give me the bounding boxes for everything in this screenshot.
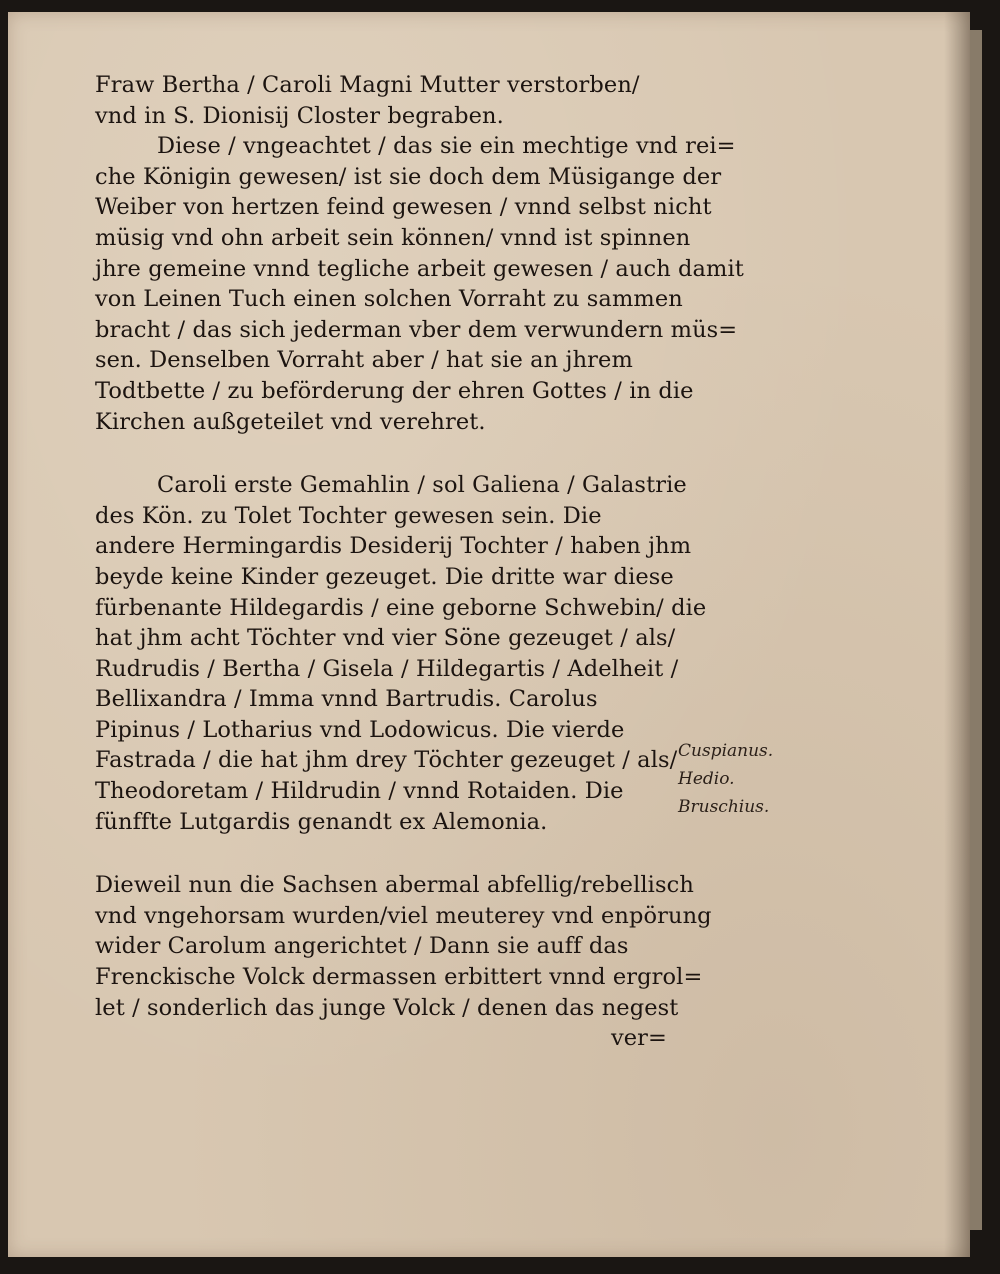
paragraph-2 bbox=[95, 131, 744, 437]
text-line: wider Carolum angerichtet / Dann sie auff das bbox=[95, 933, 629, 960]
text-line: Weiber von hertzen feind gewesen / vnnd selbst nicht bbox=[95, 194, 712, 221]
text-line: beyde keine Kinder gezeuget. Die dritte war diese bbox=[95, 563, 674, 590]
text-line: Fraw Bertha / Caroli Magni Mutter verstorben/ bbox=[95, 72, 640, 98]
page-edge bbox=[970, 30, 982, 1230]
text-line: von Leinen Tuch einen solchen Vorraht zu sammen bbox=[95, 286, 683, 313]
text-line: hat jhm acht Töchter vnd vier Söne gezeuget / als/ bbox=[95, 625, 676, 652]
text-line: Caroli erste Gemahlin / sol Galiena / Galastrie bbox=[157, 472, 687, 499]
text-line: Bellixandra / Imma vnnd Bartrudis. Carolus bbox=[95, 686, 598, 713]
text-line: jhre gemeine vnnd tegliche arbeit gewesen / auch damit bbox=[95, 255, 744, 282]
paragraph-1 bbox=[95, 70, 675, 131]
text-line: Frenckische Volck dermassen erbittert vnnd ergrol= bbox=[95, 964, 703, 991]
margin-note: Bruschius. bbox=[678, 797, 770, 817]
text-line: let / sonderlich das junge Volck / denen das negest bbox=[95, 994, 679, 1021]
text-line: Diese / vngeachtet / das sie ein mechtige vnd rei= bbox=[157, 133, 736, 160]
text-line: vnd in S. Dionisij Closter begraben. bbox=[95, 102, 504, 129]
text-line: müsig vnd ohn arbeit sein können/ vnnd ist spinnen bbox=[95, 224, 691, 251]
text-line: andere Hermingardis Desiderij Tochter / haben jhm bbox=[95, 533, 692, 560]
text-line: che Königin gewesen/ ist sie doch dem Müsigange der bbox=[95, 163, 722, 190]
text-line: Theodoretam / Hildrudin / vnnd Rotaiden. Die bbox=[95, 778, 624, 805]
text-line: fürbenante Hildegardis / eine geborne Schwebin/ die bbox=[95, 594, 707, 621]
paragraph-gap bbox=[95, 437, 675, 470]
paragraph-gap bbox=[95, 837, 675, 870]
text-line: des Kön. zu Tolet Tochter gewesen sein. Die bbox=[95, 502, 602, 529]
text-line: vnd vngehorsam wurden/viel meuterey vnd enpörung bbox=[95, 902, 712, 929]
margin-notes bbox=[678, 737, 773, 821]
catchword: ver= bbox=[610, 1025, 667, 1052]
text-line: Fastrada / die hat jhm drey Töchter gezeuget / als/ bbox=[95, 747, 678, 774]
text-line: fünffte Lutgardis genandt ex Alemonia. bbox=[95, 808, 548, 835]
text-line: Kirchen außgeteilet vnd verehret. bbox=[95, 408, 486, 435]
text-line: Rudrudis / Bertha / Gisela / Hildegartis / Adelheit / bbox=[95, 655, 679, 682]
text-line: sen. Denselben Vorraht aber / hat sie an jhrem bbox=[95, 347, 633, 374]
text-line: Pipinus / Lotharius vnd Lodowicus. Die vierde bbox=[95, 716, 625, 743]
margin-note: Cuspianus. bbox=[678, 741, 774, 761]
text-line: Todtbette / zu beförderung der ehren Gottes / in die bbox=[95, 377, 694, 404]
paragraph-4 bbox=[95, 870, 712, 1023]
margin-note: Hedio. bbox=[678, 769, 735, 789]
spine-shadow bbox=[944, 12, 970, 1257]
text-line: bracht / das sich jederman vber dem verwundern müs= bbox=[95, 316, 738, 343]
text-line: Dieweil nun die Sachsen abermal abfellig/rebellisch bbox=[95, 872, 694, 899]
